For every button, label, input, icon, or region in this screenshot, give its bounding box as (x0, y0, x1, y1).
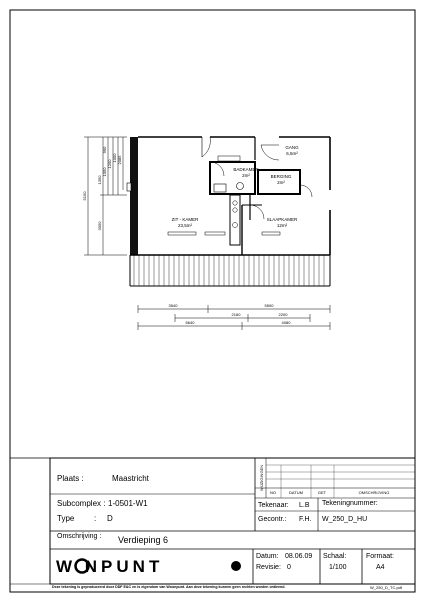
balcony-hatch (130, 255, 330, 286)
toilet-fixture (237, 183, 244, 190)
door-swing-berging (300, 185, 312, 197)
brand-wordmark: W NPUNT (56, 557, 164, 576)
dim-v-7: 990 (102, 146, 107, 154)
wijzigingen-label: WIJZIGINGEN (259, 464, 264, 492)
dim-h-4: 2200 (278, 312, 288, 317)
room-area-berging: 2m² (277, 180, 285, 185)
tekenaar-value: L.B (299, 502, 310, 509)
room-name-berging: BERGING (270, 174, 292, 179)
dim-h-1: 3540 (168, 303, 178, 308)
room-name-gang: GANG (285, 145, 299, 150)
dim-v-4: 1050 (102, 167, 107, 177)
room-name-zitkamer: ZIT - KAMER (171, 217, 199, 222)
plaats-label: Plaats : (57, 474, 84, 483)
formaat-value: A4 (376, 564, 385, 571)
room-area-slaapkamer: 12m² (276, 223, 288, 228)
gecontr-value: F.H. (299, 516, 312, 523)
room-name-slaapkamer: SLAAPKAMER (266, 217, 298, 222)
horizontal-dimension-lines (138, 305, 330, 330)
formaat-label: Formaat: (366, 553, 395, 560)
door-swing-badkamer (210, 162, 224, 176)
type-separator: : (94, 514, 97, 523)
dim-h-3: 2160 (231, 312, 241, 317)
brand-logo-dot (231, 561, 241, 571)
file-name: W_250_D_TC.pdf (370, 585, 403, 590)
bath-fixture (214, 184, 226, 192)
subcomplex-value: 1-0501-W1 (108, 499, 148, 508)
revision-headers (270, 490, 389, 495)
type-value: D (107, 514, 113, 523)
omschrijving-value: Verdieping 6 (118, 535, 169, 545)
tekeningnummer-value: W_250_D_HU (322, 516, 368, 523)
schaal-value: 1/100 (329, 564, 347, 571)
dim-v-6: 1000 (112, 153, 117, 163)
datum-label: Datum: (256, 553, 279, 560)
chimney-notch (127, 183, 131, 191)
door-swing-slaapkamer (250, 205, 264, 219)
tekenaar-label: Tekenaar: (258, 502, 289, 509)
dim-v-2: 3050 (97, 221, 102, 231)
room-area-gang: 6,5m² (286, 151, 298, 156)
radiator-zitkamer-1 (168, 232, 196, 235)
dim-h-5: 5640 (185, 320, 195, 325)
kitchen-sink (233, 223, 238, 228)
room-area-badkamer: 2m² (242, 173, 250, 178)
dim-v-5: 1200 (107, 159, 112, 169)
badkamer-radiator (218, 156, 240, 161)
tekeningnummer-label: Tekeningnummer: (322, 500, 378, 507)
radiator-zitkamer-2 (205, 232, 225, 235)
rev-header-datum: DATUM (289, 490, 303, 495)
room-area-zitkamer: 23,5m² (177, 223, 193, 228)
plaats-value: Maastricht (112, 474, 149, 483)
room-labels (172, 145, 299, 228)
dim-h-6: 4080 (281, 320, 291, 325)
door-swing-gang (261, 145, 279, 160)
subcomplex-label: Subcomplex : (57, 499, 106, 508)
left-wall (130, 137, 138, 255)
schaal-label: Schaal: (323, 553, 347, 560)
vertical-dimension-lines (84, 137, 127, 255)
revisie-value: 0 (287, 564, 291, 571)
dim-v-8: 2085 (117, 155, 122, 165)
rev-header-no: NO (270, 490, 276, 495)
dim-h-2: 5500 (264, 303, 274, 308)
dim-v-3: 1350 (97, 175, 102, 185)
radiator-slaapkamer (262, 232, 280, 235)
kitchen-counter (230, 195, 240, 245)
horizontal-dimension-labels (169, 303, 292, 325)
room-name-badkamer: BADKAMER (233, 167, 259, 172)
type-label: Type (57, 514, 75, 523)
kitchen-burner-1 (233, 201, 237, 205)
revisie-label: Revisie: (256, 564, 281, 571)
disclaimer-text: Deze tekening is geproduceerd door DDF E&C en is eigendom van Woonpunt. Aan deze tekening kunnen geen rechten worden ontleend. (52, 585, 286, 589)
door-swing-entrance (202, 137, 210, 157)
kitchen-burner-2 (233, 208, 237, 212)
gecontr-label: Gecontr.: (258, 516, 287, 523)
omschrijving-label: Omschrijving : (57, 533, 102, 540)
rev-header-get: GET (317, 490, 327, 495)
rev-header-omschrijving: OMSCHRIJVING (358, 490, 390, 495)
floor-plan (127, 137, 330, 255)
datum-value: 08.06.09 (285, 553, 313, 560)
dim-v-1: 5150 (82, 191, 87, 201)
